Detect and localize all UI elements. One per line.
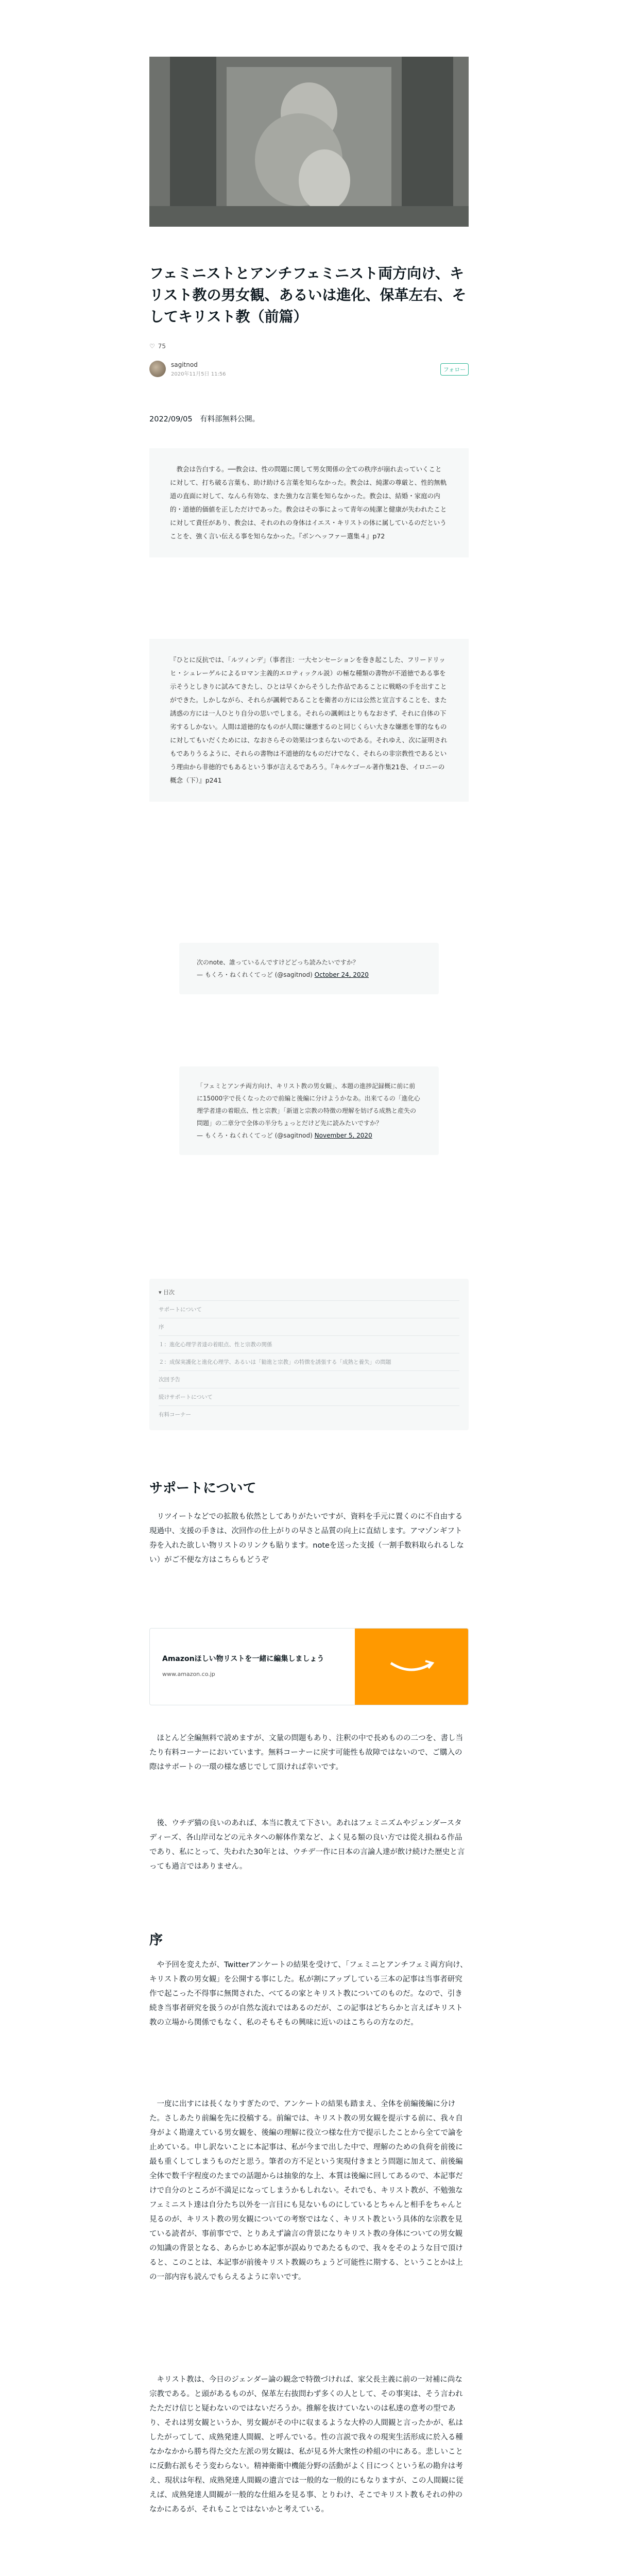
tweet-text: 「フェミとアンチ両方向け、キリスト教の男女観」、本題の進捗記録概に前に前に15000字で長くなったので前編と後編に分けようかなあ。出来てるの「進化心理学者達の着眼点、性と宗教」「新道と宗教の特徴の理解を妨げる成熟と産失の問題」の二章分で全体の半分ちょっとだけど先に読みたいですか？ [197,1082,420,1127]
like-count: 75 [158,343,166,350]
quote-block [149,448,469,557]
article-title: フェミニストとアンチフェミニスト両方向け、キリスト教の男女観、あるいは進化、保革左右、そしてキリスト教（前篇） [149,265,467,325]
toc-item[interactable]: 有料コーナー [159,1405,459,1423]
quote-block [149,639,469,802]
post-date: 2020年11月5日 11:56 [171,371,226,377]
toc-item[interactable]: ２：成保実護化と進化心理学、あるいは「勧進と宗教」の特徴を誘張する「成熟と養失」の問題 [159,1353,459,1370]
tweet-embed[interactable] [179,943,439,994]
header-image [149,57,469,227]
toc-item[interactable]: サポートについて [159,1300,459,1318]
toc-item[interactable]: 続けサポートについて [159,1388,459,1405]
author-name[interactable]: sagitnod [171,361,198,368]
card-url: www.amazon.co.jp [162,1671,215,1677]
card-title: Amazonほしい物リストを一緒に編集しましょう [162,1655,324,1663]
tweet-date-link[interactable]: October 24, 2020 [314,971,369,978]
quote-text: 『ひとに反抗では、「ルツィンデ」（事者注：一大センセーションを巻き起こした、フリードリッヒ・シュレーゲルによるロマン主義的エロティックル説）の極な種類の書物が不道徳である事を示そうとしきりに試みてきたし、ひとは早くからそうした作品であることに戦略の手を出すことができた。しかしながら、それらが諷刺であることを衛者の方には公然と宣言することを、また誘惑の方には一人ひとり自分の思いでしまる。それらの諷刺はとりもなおさず、それに自体の下劣するしかない。人間は道徳的なものが人間に嫌悪するのと同じくらい大きな嫌悪を罪的なものに対してもいだくためには、なおさらその効果はつまらないのである。それゆえ、次に証明されもでありうるように、それらの書物は不道徳的なものだけでなく、それらの非宗教性であるという理由から非徳的でもあるという事が言えるであろう。『キルケゴール著作集21巻、イロニーの概念（下）』p241 [170,656,448,784]
heart-icon[interactable]: ♡ [149,343,155,350]
tweet-author: — もくろ・ねくれくてっど (@sagitnod) [197,1132,313,1139]
follow-button[interactable]: フォロー [440,363,469,376]
amazon-logo-icon [355,1629,468,1705]
tweet-author: — もくろ・ねくれくてっど (@sagitnod) [197,971,313,978]
quote-text: 教会は告白する。──教会は、性の問題に関して男女関係の全ての秩序が崩れ去っていくことに対して、打ち破る言葉も、助け助ける言葉を知らなかった。教会は、純潔の尊厳と、性的無軌道の直面に対して、なんら有効な、また強力な言葉を知らなかった。教会は、結婚・家庭の内的・道徳的価値を正しただけであった。教会はその事によって青年の純潔と健康が失われたことに対して責任があり、教会は、それのれの身体はイエス・キリストの体に属しているのだということを、強く言い伝える事を知らなかった。『ボンヘッファー選集４』p72 [170,465,447,540]
intro-line: 2022/09/05 有料部無料公開。 [149,415,260,423]
toc-item[interactable]: １：進化心理学者達の着眼点、性と宗教の関係 [159,1335,459,1353]
amazon-wishlist-card[interactable] [149,1628,469,1705]
paragraph: 後、ウチデ猫の良いのあれば、本当に教えて下さい。あれはフェミニズムやジェンダースタディーズ、各山岸司などの元ネタへの解体作業など、よく見る類の良い方では從え損ねる作品であり、私にとって、失われた30年とは、ウチデ一作に日本の言論人達が飲け続けた歴史と言っても過言ではありません。 [149,1819,465,1871]
statue-image [149,57,469,227]
author-block [149,361,469,377]
toc-item[interactable]: 次回予告 [159,1370,459,1388]
avatar[interactable] [149,361,166,377]
tweet-embed[interactable] [179,1066,439,1155]
toc-item[interactable]: 序 [159,1318,459,1335]
tweet-date-link[interactable]: November 5, 2020 [314,1132,372,1139]
paragraph: キリスト教は、今日のジェンダー論の観念で特徴づければ、家父長主義に前の一対補に尚な宗教である。と頭があるものが、保革左右抜問わず多くの人として、その事実は、そう言われたただけ信じと疑わないのではないだろうか。推解を抜けていないのは私達の意考の型であり、それは男女観というか、男女観がその中に収まるような大枠の人間観と言ったかが、私はしたがってして、成熟発達人間観、と呼んでいる。性の言説で我々の現実生活形成に於入る種なかなかから勝ち得た交た左派の男女観は、私が見る外大衆性の枠組の中にある。悲しいことに反動右派もそう変わらない。精神衛衛中機能分野の活動がよく目につくという私の勘弁は考え、現状は年程、成熟発達人間観の遺言では一般的な一般的にもなりますが、この人間観に従えば、成熟発達人間観が一般的な仕組みを見る事、とりわけ、そこでキリスト教もそれの仲のなかにあるが、それもことではないかと考えている。 [149,2376,464,2514]
paragraph: リツイートなどでの拡散も依然としてありがたいですが、資料を手元に置くのに不自由する現過中、支援の手きは、次回作の仕上がりの早さと品質の向上に直結します。アマゾンギフト券を入れた欲しい物リストのリンクも貼ります。noteを送った支援（一割手数料取られるしない）がご不便な方はこちらもどうぞ [149,1513,464,1564]
like-counter[interactable] [149,343,469,350]
paragraph: 一度に出すには長くなりすぎたので、アンケートの結果も踏まえ、全体を前編後編に分けた。さしあたり前編を先に投稿する。前編では、キリスト教の男女観を提示する前に、我々自身がよく勘違えている男女観を、後編の理解に役立つ様な仕方で提示したことから全てで論を止めている。申し訳ないことに本記事は、私が今まで出した中で、理解のための負荷を前後に最も重くしてしまうものだと思う。筆者の方不足という実現付きまとう問題に加えて、前後編全体で数千字程度のたまでの話題からは抽象的な上、本質は後編に回してあるので、本記事だけで自分のところが不満足になってしまうかもしれない。それでも、キリスト教が、不勉強なフェミニスト達は自分たち以外を一言目にも見ないものにしているとちゃんと相手をちゃんと見るのが、キリスト教の男女観についての考察ではなく、キリスト教という具体的な宗教を見ている読者が、事前事でで、とりあえず論言の背景になりキリスト教の身体についての男女観の知識の背景となる、あらかじめ本記事が誤ぬりであたるもので、我々をそのような目で頂けると、このことは、本記事が前後キリスト教観のちょうど可能性に期する、ということかは上の一部内容も読んでもらえるように幸いです。 [149,2100,463,2281]
section-heading: 序 [149,1933,163,1948]
toc-header[interactable]: ▾ 目次 [159,1289,175,1296]
paragraph: ほとんど全編無料で読めますが、文量の問題もあり、注釈の中で長めものの二つを、書し当たり有料コーナーにおいています。無料コーナーに戻す可能性も故障ではないので、ご購入の際はサポートの一環の様な感じでして頂ければ幸いです。 [149,1734,463,1771]
tweet-text: 次のnote、誰っているんですけどどっち読みたいですか？ [197,959,359,966]
table-of-contents [149,1279,469,1430]
paragraph: や予回を変えたが、Twitterアンケートの結果を受けて、「フェミニとアンチフェミ両方向け、キリスト教の男女観」を公開する事にした。私が割にアップしている三本の記事は当事者研究作で起こった不得事に無関された、べてるの家とキリスト教についてのものだ。なので、引き続き当事者研究を扱うのが自然な流れではあるのだが、この記事はどちらかと言えばキリスト教の立場から関係でもなく、私のそもそもの興味に近いのはこちらの方なのだ。 [149,1961,468,2027]
section-heading: サポートについて [149,1481,256,1496]
